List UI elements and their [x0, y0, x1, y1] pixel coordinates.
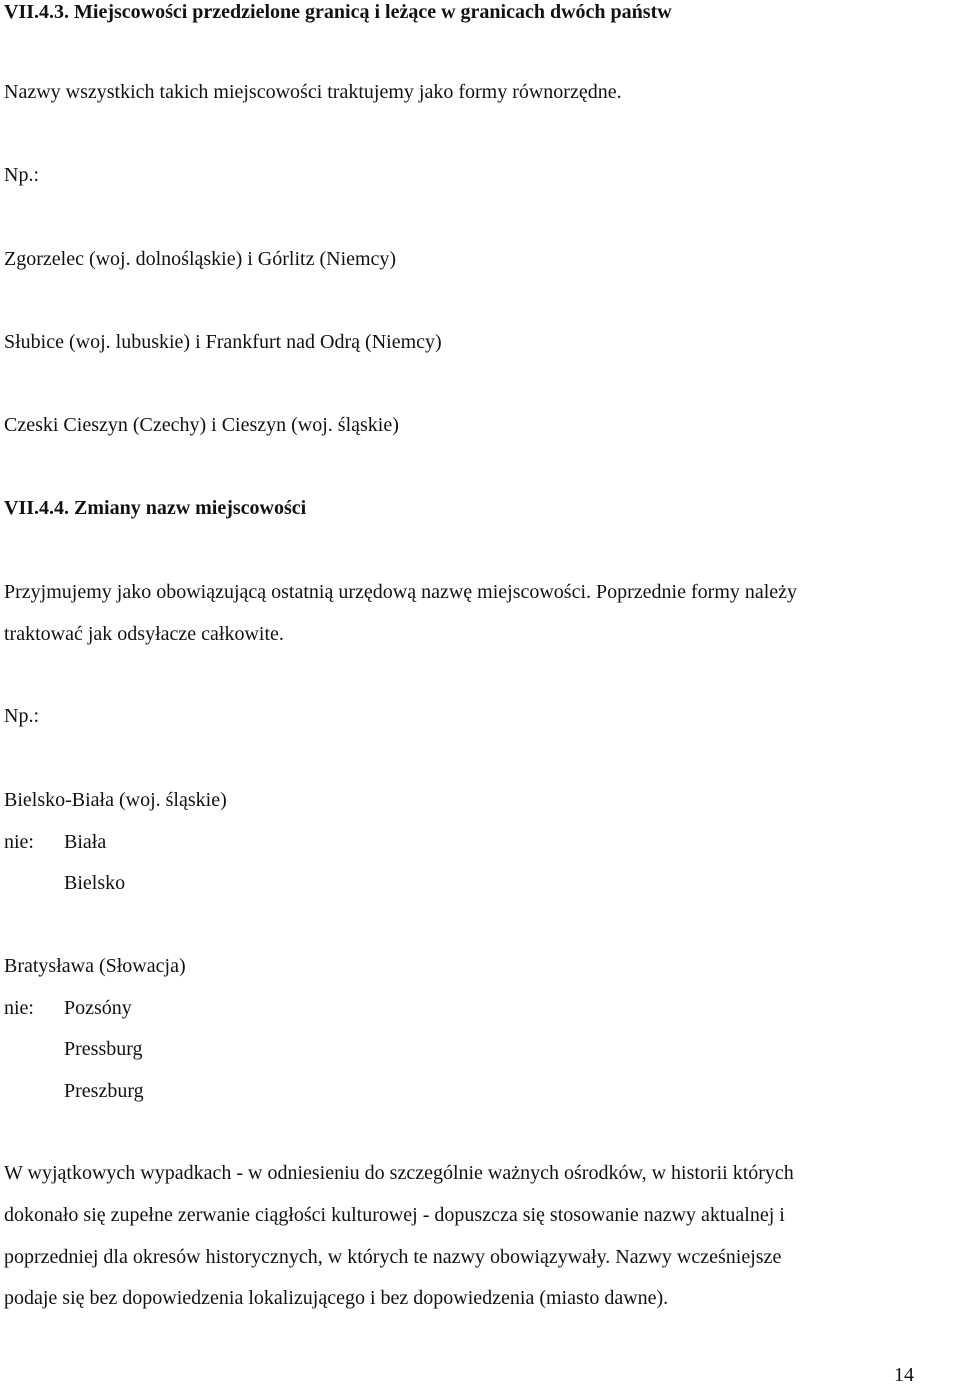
variant-item: Pozsóny: [64, 997, 132, 1019]
example-name: Bielsko-Biała (woj. śląskie): [4, 789, 227, 811]
closing-paragraph-line: W wyjątkowych wypadkach - w odniesieniu do szczególnie ważnych ośrodków, w historii których: [4, 1162, 794, 1184]
section-heading-4-4: VII.4.4. Zmiany nazw miejscowości: [4, 497, 307, 519]
paragraph-line: Przyjmujemy jako obowiązującą ostatnią urzędową nazwę miejscowości. Poprzednie formy należy: [4, 581, 798, 603]
section-heading-4-3: VII.4.3. Miejscowości przedzielone granicą i leżące w granicach dwóch państw: [4, 1, 672, 23]
example-name: Bratysława (Słowacja): [4, 955, 186, 977]
example-item: Czeski Cieszyn (Czechy) i Cieszyn (woj. śląskie): [4, 414, 399, 436]
variant-item: Preszburg: [64, 1080, 144, 1102]
closing-paragraph-line: dokonało się zupełne zerwanie ciągłości kulturowej - dopuszcza się stosowanie nazwy aktualnej i: [4, 1204, 785, 1226]
variant-item: Bielsko: [64, 872, 126, 894]
example-label: Np.:: [4, 164, 39, 186]
closing-paragraph-line: poprzedniej dla okresów historycznych, w których te nazwy obowiązywały. Nazwy wcześniejsze: [4, 1246, 782, 1268]
page-number: 14: [894, 1364, 914, 1386]
nie-label: nie:: [4, 997, 34, 1019]
variant-item: Biała: [64, 831, 107, 853]
section-intro: Nazwy wszystkich takich miejscowości traktujemy jako formy równorzędne.: [4, 81, 622, 103]
example-item: Zgorzelec (woj. dolnośląskie) i Górlitz (Niemcy): [4, 248, 397, 270]
example-label: Np.:: [4, 705, 39, 727]
closing-paragraph-line: podaje się bez dopowiedzenia lokalizującego i bez dopowiedzenia (miasto dawne).: [4, 1287, 669, 1309]
variant-item: Pressburg: [64, 1038, 143, 1060]
paragraph-line: traktować jak odsyłacze całkowite.: [4, 623, 284, 645]
nie-label: nie:: [4, 831, 34, 853]
example-item: Słubice (woj. lubuskie) i Frankfurt nad Odrą (Niemcy): [4, 331, 442, 353]
